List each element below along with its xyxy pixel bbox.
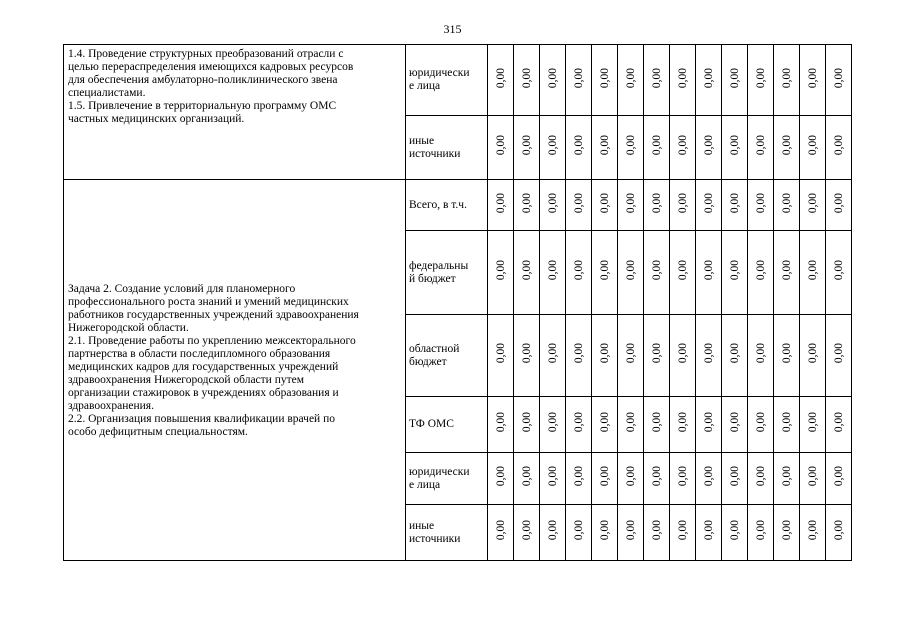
value-text: 0,00 [494,135,507,156]
value-text: 0,00 [546,520,559,541]
description-line: медицинских кадров для государственных учреждений [68,361,339,373]
funding-source-cell [406,116,488,180]
value-text: 0,00 [650,412,663,433]
value-text: 0,00 [754,412,767,433]
value-text: 0,00 [702,192,715,214]
funding-source-label: Всего, в т.ч. [409,198,467,211]
value-cell [696,397,722,453]
value-cell [514,116,540,180]
value-cell [540,231,566,315]
funding-source-cell [406,45,488,116]
value-text: 0,00 [702,520,715,541]
value-cell [618,180,644,231]
value-cell [774,45,800,116]
value-text: 0,00 [832,412,845,433]
value-text: 0,00 [520,67,533,89]
value-text: 0,00 [832,192,845,214]
value-cell [618,45,644,116]
value-text: 0,00 [676,135,689,156]
value-cell [644,116,670,180]
description-line: для обеспечения амбулаторно-поликлинического звена [68,74,338,86]
value-cell [696,505,722,561]
description-line: организации стажировок в учреждениях образования и [68,387,339,399]
value-text: 0,00 [598,466,611,487]
value-cell [644,397,670,453]
value-text: 0,00 [598,343,611,364]
value-text: 0,00 [806,343,819,364]
value-text: 0,00 [572,67,585,89]
value-text: 0,00 [624,260,637,281]
value-text: 0,00 [520,520,533,541]
value-cell [670,505,696,561]
value-text: 0,00 [728,67,741,89]
value-text: 0,00 [728,343,741,364]
value-text: 0,00 [546,343,559,364]
value-text: 0,00 [832,135,845,156]
value-text: 0,00 [806,67,819,89]
value-cell [774,315,800,397]
value-cell [488,231,514,315]
value-text: 0,00 [598,135,611,156]
description-line: профессионального роста знаний и умений медицинских [68,296,349,308]
value-cell [774,397,800,453]
value-text: 0,00 [650,135,663,156]
value-cell [722,315,748,397]
value-cell [592,505,618,561]
funding-source-label: й бюджет [409,272,456,285]
funding-source-label: федеральны [409,259,469,272]
value-cell [618,116,644,180]
value-cell [670,116,696,180]
value-text: 0,00 [780,520,793,541]
value-text: 0,00 [546,260,559,281]
value-text: 0,00 [520,412,533,433]
value-cell [618,231,644,315]
value-cell [592,397,618,453]
value-cell [644,315,670,397]
value-cell [514,453,540,505]
page-number: 315 [443,22,462,36]
value-cell [800,453,826,505]
value-cell [826,116,852,180]
value-cell [826,180,852,231]
funding-source-label: источники [409,147,461,160]
value-cell [722,505,748,561]
value-cell [566,116,592,180]
value-text: 0,00 [572,343,585,364]
value-text: 0,00 [494,466,507,487]
value-text: 0,00 [676,343,689,364]
description-line: партнерства в области последипломного образования [68,348,331,360]
value-cell [696,116,722,180]
funding-source-label: е лица [409,478,441,491]
description-line: частных медицинских организаций. [68,113,245,125]
value-cell [514,397,540,453]
value-cell [540,180,566,231]
value-text: 0,00 [572,192,585,214]
value-text: 0,00 [728,135,741,156]
funding-source-cell [406,315,488,397]
value-cell [826,505,852,561]
value-cell [670,315,696,397]
value-cell [696,231,722,315]
value-text: 0,00 [754,466,767,487]
value-cell [566,45,592,116]
table-row [64,45,852,116]
value-cell [670,231,696,315]
description-line: здравоохранения Нижегородской области путем [68,374,305,386]
value-text: 0,00 [832,260,845,281]
value-cell [566,315,592,397]
budget-table [63,44,852,561]
value-cell [670,453,696,505]
value-text: 0,00 [754,520,767,541]
value-text: 0,00 [624,343,637,364]
value-cell [696,180,722,231]
value-text: 0,00 [520,135,533,156]
value-text: 0,00 [520,192,533,214]
value-cell [826,397,852,453]
value-text: 0,00 [546,466,559,487]
value-text: 0,00 [780,135,793,156]
value-cell [540,397,566,453]
value-text: 0,00 [806,412,819,433]
value-text: 0,00 [806,192,819,214]
value-cell [488,453,514,505]
value-cell [748,397,774,453]
value-text: 0,00 [546,192,559,214]
value-cell [592,45,618,116]
value-text: 0,00 [702,412,715,433]
value-text: 0,00 [624,135,637,156]
value-cell [774,231,800,315]
measure-description-cell [64,45,406,180]
value-text: 0,00 [754,192,767,214]
value-cell [670,45,696,116]
value-text: 0,00 [520,260,533,281]
value-cell [644,453,670,505]
value-cell [722,453,748,505]
value-cell [540,505,566,561]
value-cell [540,453,566,505]
value-text: 0,00 [780,343,793,364]
value-text: 0,00 [676,466,689,487]
value-text: 0,00 [702,466,715,487]
value-cell [826,231,852,315]
value-cell [670,397,696,453]
value-text: 0,00 [598,412,611,433]
value-text: 0,00 [806,466,819,487]
value-text: 0,00 [702,67,715,89]
value-cell [722,45,748,116]
value-text: 0,00 [572,412,585,433]
value-cell [644,231,670,315]
value-cell [514,180,540,231]
description-line: Задача 2. Создание условий для планомерного [68,283,296,295]
value-cell [722,231,748,315]
value-text: 0,00 [676,192,689,214]
value-cell [618,397,644,453]
value-text: 0,00 [494,412,507,433]
value-cell [826,315,852,397]
description-line: 2.1. Проведение работы по укреплению межсекторального [68,335,356,347]
description-line: особо дефицитным специальностям. [68,426,248,438]
value-cell [566,505,592,561]
value-cell [748,315,774,397]
value-cell [774,180,800,231]
description-line: 1.4. Проведение структурных преобразований отрасли с [68,48,344,60]
value-text: 0,00 [546,135,559,156]
funding-source-label: юридически [409,465,470,478]
value-text: 0,00 [728,412,741,433]
value-text: 0,00 [702,135,715,156]
value-text: 0,00 [572,466,585,487]
value-cell [592,116,618,180]
value-cell [748,45,774,116]
value-text: 0,00 [702,343,715,364]
value-text: 0,00 [650,260,663,281]
value-cell [566,397,592,453]
value-text: 0,00 [780,67,793,89]
funding-source-label: юридически [409,67,470,79]
value-text: 0,00 [546,67,559,89]
funding-source-cell [406,505,488,561]
value-cell [800,116,826,180]
value-cell [644,45,670,116]
value-text: 0,00 [494,343,507,364]
value-cell [722,180,748,231]
value-text: 0,00 [572,260,585,281]
value-cell [696,453,722,505]
value-cell [514,231,540,315]
value-cell [800,231,826,315]
value-text: 0,00 [676,520,689,541]
value-text: 0,00 [572,135,585,156]
value-cell [800,45,826,116]
funding-source-cell [406,397,488,453]
value-cell [748,453,774,505]
value-text: 0,00 [598,67,611,89]
value-cell [670,180,696,231]
value-cell [540,315,566,397]
value-text: 0,00 [832,67,845,89]
value-cell [566,453,592,505]
value-text: 0,00 [650,343,663,364]
value-text: 0,00 [780,192,793,214]
value-text: 0,00 [598,260,611,281]
value-text: 0,00 [494,260,507,281]
value-text: 0,00 [728,192,741,214]
value-cell [592,315,618,397]
description-line: здравоохранения. [68,400,154,412]
value-text: 0,00 [624,412,637,433]
funding-source-label: источники [409,532,461,545]
value-text: 0,00 [754,343,767,364]
value-cell [488,505,514,561]
funding-source-label: иные [409,134,435,147]
value-cell [514,45,540,116]
value-text: 0,00 [806,135,819,156]
value-cell [488,315,514,397]
value-cell [488,45,514,116]
funding-source-label: областной [409,342,460,355]
value-text: 0,00 [780,260,793,281]
value-cell [566,180,592,231]
value-cell [748,180,774,231]
funding-source-label: бюджет [409,355,447,368]
value-text: 0,00 [754,135,767,156]
value-cell [592,453,618,505]
value-cell [748,231,774,315]
value-text: 0,00 [572,520,585,541]
value-text: 0,00 [598,520,611,541]
value-text: 0,00 [832,520,845,541]
value-cell [826,45,852,116]
value-cell [488,180,514,231]
value-text: 0,00 [624,520,637,541]
value-text: 0,00 [832,466,845,487]
description-line: работников государственных учреждений здравоохранения [68,309,359,321]
value-text: 0,00 [754,260,767,281]
value-text: 0,00 [650,67,663,89]
value-text: 0,00 [624,192,637,214]
value-cell [644,180,670,231]
value-cell [748,116,774,180]
value-text: 0,00 [520,466,533,487]
value-cell [488,397,514,453]
funding-source-cell [406,180,488,231]
description-line: 2.2. Организация повышения квалификации врачей по [68,413,335,425]
value-text: 0,00 [702,260,715,281]
value-cell [800,315,826,397]
value-cell [540,45,566,116]
value-text: 0,00 [624,466,637,487]
value-text: 0,00 [806,260,819,281]
value-cell [592,231,618,315]
value-text: 0,00 [494,67,507,89]
value-cell [800,505,826,561]
value-cell [592,180,618,231]
measure-description-cell [64,180,406,561]
value-cell [488,116,514,180]
value-cell [748,505,774,561]
funding-source-cell [406,453,488,505]
value-cell [696,315,722,397]
value-cell [566,231,592,315]
value-text: 0,00 [728,520,741,541]
value-cell [618,453,644,505]
funding-source-label: е лица [409,80,441,92]
value-text: 0,00 [728,466,741,487]
value-text: 0,00 [676,260,689,281]
value-cell [774,453,800,505]
value-cell [722,116,748,180]
value-text: 0,00 [728,260,741,281]
description-line: Нижегородской области. [68,322,189,334]
table-body [64,45,852,561]
funding-source-label: иные [409,519,435,532]
value-cell [514,315,540,397]
value-text: 0,00 [598,192,611,214]
description-line: 1.5. Привлечение в территориальную программу ОМС [68,100,337,112]
value-text: 0,00 [546,412,559,433]
value-text: 0,00 [650,520,663,541]
value-text: 0,00 [650,192,663,214]
value-text: 0,00 [780,412,793,433]
table-row [64,180,852,231]
value-cell [644,505,670,561]
value-cell [618,505,644,561]
description-line: целью перераспределения имеющихся кадровых ресурсов [68,61,354,73]
value-cell [826,453,852,505]
value-cell [696,45,722,116]
value-text: 0,00 [676,412,689,433]
description-line: специалистами. [68,87,146,99]
value-text: 0,00 [832,343,845,364]
value-text: 0,00 [624,67,637,89]
value-text: 0,00 [780,466,793,487]
value-text: 0,00 [650,466,663,487]
value-cell [514,505,540,561]
funding-source-label: ТФ ОМС [409,418,454,430]
value-text: 0,00 [520,343,533,364]
value-cell [774,116,800,180]
funding-source-cell [406,231,488,315]
value-text: 0,00 [754,67,767,89]
value-text: 0,00 [676,67,689,89]
value-text: 0,00 [494,520,507,541]
value-cell [774,505,800,561]
value-cell [540,116,566,180]
value-cell [800,397,826,453]
value-cell [722,397,748,453]
value-text: 0,00 [494,192,507,214]
value-cell [618,315,644,397]
value-cell [800,180,826,231]
value-text: 0,00 [806,520,819,541]
